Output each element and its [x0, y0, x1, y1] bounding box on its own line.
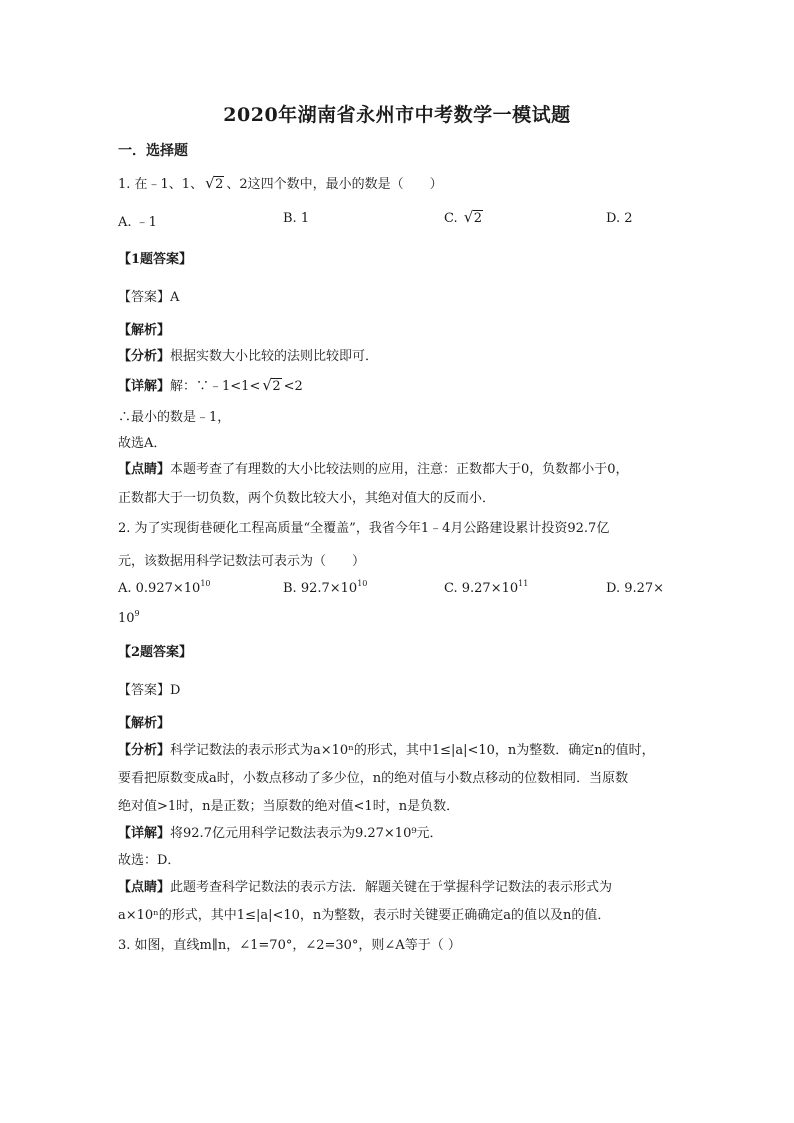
q2-xiangjie: 【详解】将92.7亿元用科学记数法表示为9.27×10⁹元．	[118, 826, 443, 841]
q2-answer: 【答案】D	[118, 683, 181, 698]
q3-stem: 3. 如图，直线m∥n，∠1=70°，∠2=30°，则∠A等于（ ）	[118, 938, 461, 953]
q2-jiexi: 【解析】	[118, 716, 171, 731]
sqrt-symbol: √ 2	[262, 376, 281, 394]
section-heading: 一．选择题	[118, 143, 188, 159]
page-title: 2020年湖南省永州市中考数学一模试题	[223, 104, 571, 126]
q1-stem-text-a: 1. 在﹣1、1、	[118, 177, 204, 192]
q2-dianjing-2: a×10ⁿ的形式，其中1≤|a|<10，n为整数，表示时关键要正确确定a的值以及n的值．	[118, 908, 611, 923]
q1-option-b: B. 1	[283, 211, 310, 226]
q2-option-c: C. $9.27\times 10^{11}$	[444, 579, 529, 596]
q1-dianjing-1: 【点睛】本题考查了有理数的大小比较法则的应用，注意：正数都大于0，负数都小于0，	[118, 462, 629, 477]
q2-dianjing-1: 【点睛】此题考查科学记数法的表示方法．解题关键在于掌握科学记数法的表示形式为	[118, 880, 613, 895]
q2-option-d-continued: $10^9$	[118, 609, 140, 626]
q1-answer-header: 【1题答案】	[118, 252, 193, 267]
q1-option-a: A. ﹣1	[118, 215, 157, 230]
q2-option-a: A. $0.927\times 10^{10}$	[118, 579, 211, 596]
q2-guxuan: 故选：D．	[118, 853, 181, 868]
q2-fenxi-2: 要看把原数变成a时，小数点移动了多少位，n的绝对值与小数点移动的位数相同．当原数	[118, 771, 629, 786]
q1-jiexi: 【解析】	[118, 323, 171, 338]
q2-fenxi-1: 【分析】科学记数法的表示形式为a×10ⁿ的形式，其中1≤|a|<10，n为整数．确定n的值时，	[118, 743, 655, 758]
q1-line3: 故选A．	[118, 436, 167, 451]
q1-option-d: D. 2	[606, 211, 633, 226]
q1-fenxi: 【分析】根据实数大小比较的法则比较即可．	[118, 349, 379, 364]
q1-stem-text-b: 、2这四个数中，最小的数是（ ）	[226, 177, 443, 192]
q2-answer-header: 【2题答案】	[118, 645, 193, 660]
q2-stem-1: 2. 为了实现街巷硬化工程高质量“全覆盖”，我省今年1﹣4月公路建设累计投资92.7亿	[118, 521, 610, 536]
q2-option-d: D. 9.27×	[606, 581, 665, 596]
q1-option-c: C. √ 2	[444, 208, 483, 226]
q1-answer: 【答案】A	[118, 290, 180, 305]
q1-stem	[118, 173, 443, 192]
q2-option-b: B. $92.7\times 10^{10}$	[283, 579, 368, 596]
sqrt-symbol: √ 2	[463, 208, 483, 226]
sqrt-symbol: √ 2	[205, 174, 224, 192]
q1-xiangjie: 【详解】解：∵﹣1<1< √ 2 <2	[118, 376, 303, 394]
q2-stem-2: 元，该数据用科学记数法可表示为（ ）	[118, 554, 366, 569]
q2-fenxi-3: 绝对值>1时，n是正数；当原数的绝对值<1时，n是负数．	[118, 799, 460, 814]
q1-line2: ∴最小的数是﹣1，	[118, 410, 231, 425]
q1-dianjing-2: 正数都大于一切负数，两个负数比较大小，其绝对值大的反而小．	[118, 491, 496, 506]
